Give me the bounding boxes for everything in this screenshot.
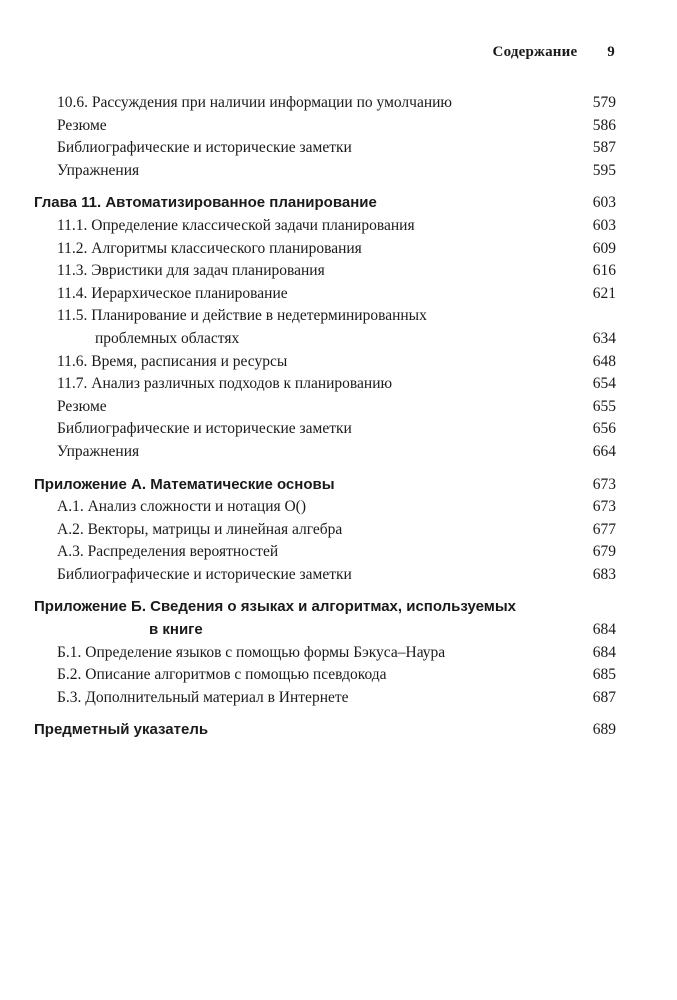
toc-entry-ch10-biblio[interactable]: [34, 137, 616, 160]
toc-entry-page: 685: [592, 666, 616, 684]
toc-chapter-page: 603: [592, 194, 616, 212]
toc-entry-title: 11.3. Эвристики для задач планирования: [57, 262, 325, 280]
toc-entry-title: 11.4. Иерархическое планирование: [57, 284, 288, 302]
toc-entry-11-7[interactable]: [34, 373, 616, 396]
toc-entry-page: 654: [592, 375, 616, 393]
toc-entry-page: 587: [592, 139, 616, 157]
toc-chapter-title: Предметный указатель: [34, 721, 209, 739]
toc-entry-title: 11.6. Время, расписания и ресурсы: [57, 352, 288, 370]
table-of-contents: [34, 92, 616, 742]
toc-entry-page: 687: [592, 688, 616, 706]
toc-entry-title: Б.1. Определение языков с помощью формы Бэкуса–Наура: [57, 643, 446, 661]
toc-chapter-title-line2: в книге: [149, 621, 203, 639]
toc-entry-page: 683: [592, 565, 616, 583]
toc-entry-11-3[interactable]: [34, 260, 616, 283]
toc-entry-page: 679: [592, 543, 616, 561]
toc-entry-ch11-exercises[interactable]: [34, 441, 616, 464]
toc-entry-page: 603: [592, 216, 616, 234]
toc-entry-page: 655: [592, 397, 616, 415]
toc-entry-title: А.3. Распределения вероятностей: [57, 543, 279, 561]
toc-entry-page: 648: [592, 352, 616, 370]
toc-entry-title: 11.2. Алгоритмы классического планирования: [57, 239, 362, 257]
toc-entry-page: 609: [592, 239, 616, 257]
toc-entry-title: Библиографические и исторические заметки: [57, 565, 352, 583]
toc-entry-page: 673: [592, 498, 616, 516]
toc-index[interactable]: [34, 719, 616, 742]
toc-entry-b-2[interactable]: [34, 664, 616, 687]
toc-entry-11-1[interactable]: [34, 215, 616, 238]
toc-entry-page: 684: [592, 643, 616, 661]
toc-entry-appa-biblio[interactable]: [34, 564, 616, 587]
toc-entry-title: Упражнения: [57, 442, 140, 460]
toc-entry-page: 634: [592, 329, 616, 347]
toc-entry-title: 11.1. Определение классической задачи планирования: [57, 216, 415, 234]
toc-entry-title: А.1. Анализ сложности и нотация О(): [57, 498, 307, 516]
toc-entry-title: 10.6. Рассуждения при наличии информации по умолчанию: [57, 94, 453, 111]
toc-entry-ch11-biblio[interactable]: [34, 418, 616, 441]
toc-entry-b-1[interactable]: [34, 642, 616, 665]
toc-entry-page: 677: [592, 520, 616, 538]
toc-entry-title: Библиографические и исторические заметки: [57, 420, 352, 438]
toc-appendix-a[interactable]: [34, 474, 616, 497]
toc-chapter-title: Приложение А. Математические основы: [34, 475, 335, 493]
toc-chapter-title: Глава 11. Автоматизированное планирование: [34, 194, 377, 212]
toc-entry-11-4[interactable]: [34, 283, 616, 306]
toc-entry-ch10-exercises[interactable]: [34, 160, 616, 183]
toc-entry-page: 664: [592, 442, 616, 460]
toc-entry-page: 586: [592, 116, 616, 134]
toc-entry-title: Библиографические и исторические заметки: [57, 139, 352, 157]
toc-chapter-title: [34, 596, 516, 641]
toc-chapter-page: 689: [592, 721, 616, 739]
running-header: [493, 44, 615, 61]
toc-entry-a-2[interactable]: [34, 519, 616, 542]
toc-entry-title: А.2. Векторы, матрицы и линейная алгебра: [57, 520, 343, 538]
toc-entry-page: 621: [592, 284, 616, 302]
toc-entry-page: 616: [592, 262, 616, 280]
toc-entry-11-6[interactable]: [34, 351, 616, 374]
toc-entry-title: Б.2. Описание алгоритмов с помощью псевдокода: [57, 666, 387, 684]
toc-entry-ch11-resume[interactable]: [34, 396, 616, 419]
toc-entry-11-5[interactable]: [34, 305, 616, 350]
toc-appendix-b[interactable]: [34, 596, 616, 641]
toc-entry-title: Упражнения: [57, 161, 140, 179]
toc-entry-11-2[interactable]: [34, 238, 616, 261]
toc-entry-page: 595: [592, 161, 616, 179]
running-header-title: Содержание: [492, 44, 578, 60]
toc-entry-title: 11.7. Анализ различных подходов к планированию: [57, 375, 393, 393]
toc-entry-title: Б.3. Дополнительный материал в Интернете: [57, 688, 349, 706]
toc-chapter-title-line1: Приложение Б. Сведения о языках и алгоритмах, используемых: [34, 598, 517, 616]
toc-entry-page: 656: [592, 420, 616, 438]
page-number: 9: [607, 44, 615, 60]
toc-entry-10-6[interactable]: [34, 92, 616, 115]
toc-chapter-11[interactable]: [34, 192, 616, 215]
toc-entry-a-1[interactable]: [34, 496, 616, 519]
toc-entry-b-3[interactable]: [34, 687, 616, 710]
toc-entry-title-line1: 11.5. Планирование и действие в недетерминированных: [57, 307, 427, 325]
toc-entry-title: Резюме: [57, 116, 107, 134]
toc-entry-title: [34, 305, 477, 350]
toc-entry-page: 579: [592, 94, 616, 111]
toc-entry-title-line2: проблемных областях: [95, 329, 240, 347]
toc-chapter-page: 684: [592, 621, 616, 639]
toc-entry-ch10-resume[interactable]: [34, 115, 616, 138]
toc-entry-a-3[interactable]: [34, 541, 616, 564]
toc-entry-title: Резюме: [57, 397, 107, 415]
toc-chapter-page: 673: [592, 475, 616, 493]
